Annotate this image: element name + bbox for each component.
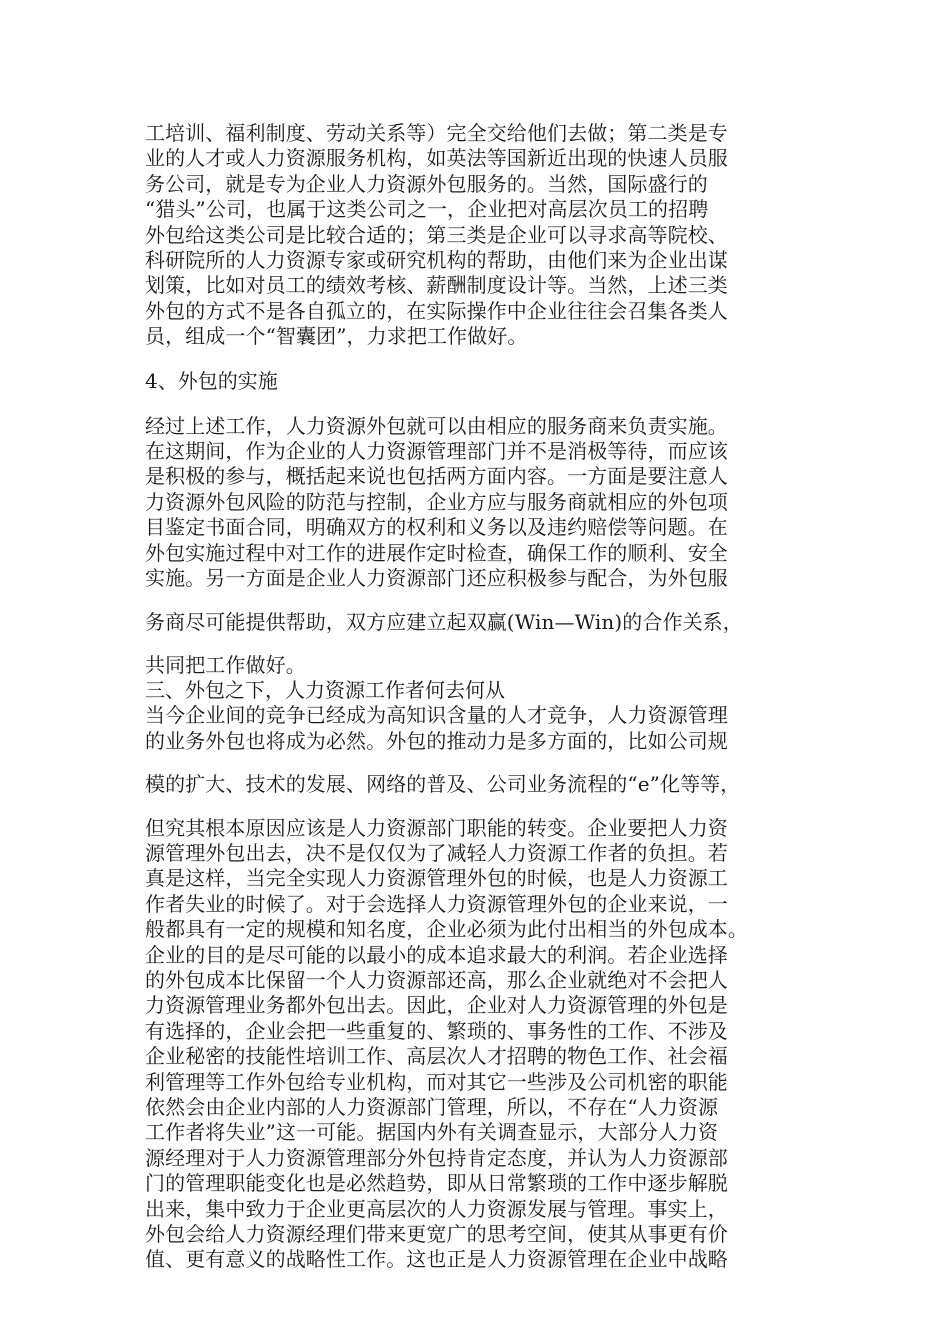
text-line: 的业务外包也将成为必然。外包的推动力是多方面的，比如公司规 [145,728,728,753]
text-line: 模的扩大、技术的发展、网络的普及、公司业务流程的“e”化等等， [145,772,741,797]
text-line: 外包会给人力资源经理们带来更宽广的思考空间，使其从事更有价 [145,1222,728,1247]
paragraph-outsourcing-types [145,121,805,350]
text-line: 力资源外包风险的防范与控制，企业方应与服务商就相应的外包项 [145,489,728,514]
text-line: 但究其根本原因应该是人力资源部门职能的转变。企业要把人力资 [145,815,728,840]
text-line: 外包给这类公司是比较合适的；第三类是企业可以寻求高等院校、 [145,222,728,247]
text-line: 务商尽可能提供帮助，双方应建立起双赢(Win—Win)的合作关系， [145,609,743,634]
text-line: 经过上述工作，人力资源外包就可以由相应的服务商来负责实施。 [145,413,728,438]
text-line: 员，组成一个“智囊团”，力求把工作做好。 [145,324,528,349]
text-line: 划策，比如对员工的绩效考核、薪酬制度设计等。当然，上述三类 [145,273,728,298]
text-line: 工作者将失业”这一可能。据国内外有关调查显示，大部分人力资 [145,1120,719,1145]
text-line: 是积极的参与，概括起来说也包括两方面内容。一方面是要注意人 [145,464,728,489]
text-line: 出来，集中致力于企业更高层次的人力资源发展与管理。事实上， [145,1196,728,1221]
text-line: 的外包成本比保留一个人力资源部还高，那么企业就绝对不会把人 [145,967,728,992]
text-line: 企业秘密的技能性培训工作、高层次人才招聘的物色工作、社会福 [145,1044,728,1069]
text-line: 依然会由企业内部的人力资源部门管理，所以，不存在“人力资源 [145,1095,719,1119]
text-line: 目鉴定书面合同，明确双方的权利和义务以及违约赔偿等问题。在 [145,515,728,540]
text-line: 有选择的，企业会把一些重复的、繁琐的、事务性的工作、不涉及 [145,1018,728,1043]
section-heading-3: 三、外包之下，人力资源工作者何去何从 [145,678,505,703]
text-line: 业的人才或人力资源服务机构，如英法等国新近出现的快速人员服 [145,146,728,171]
document-page [145,121,805,1273]
text-line: 般都具有一定的规模和知名度，企业必须为此付出相当的外包成本。 [145,917,748,942]
text-line: 企业的目的是尽可能的以最小的成本追求最大的利润。若企业选择 [145,942,728,967]
text-line: 源经理对于人力资源管理部分外包持肯定态度，并认为人力资源部 [145,1145,728,1170]
text-line: “猎头”公司，也属于这类公司之一，企业把对高层次员工的招聘 [145,197,709,222]
text-line: 门的管理职能变化也是必然趋势，即从日常繁琐的工作中逐步解脱 [145,1171,728,1196]
paragraph-implementation [145,414,805,679]
text-line: 共同把工作做好。 [145,652,306,677]
paragraph-hr-future [145,703,805,1273]
text-line: 真是这样，当完全实现人力资源管理外包的时候，也是人力资源工 [145,866,728,891]
text-line: 外包实施过程中对工作的进展作定时检查，确保工作的顺利、安全 [145,540,728,565]
text-line: 在这期间，作为企业的人力资源管理部门并不是消极等待，而应该 [145,439,728,464]
text-line: 源管理外包出去，决不是仅仅为了减轻人力资源工作者的负担。若 [145,840,728,865]
text-line: 当今企业间的竞争已经成为高知识含量的人才竞争，人力资源管理 [145,703,728,728]
text-line: 工培训、福利制度、劳动关系等）完全交给他们去做；第二类是专 [145,121,728,145]
text-line: 值、更有意义的战略性工作。这也正是人力资源管理在企业中战略 [145,1247,728,1272]
text-line: 利管理等工作外包给专业机构，而对其它一些涉及公司机密的职能 [145,1069,728,1094]
section-heading-4: 4、外包的实施 [145,368,278,393]
text-line: 务公司，就是专为企业人力资源外包服务的。当然，国际盛行的 [145,171,708,196]
text-line: 力资源管理业务都外包出去。因此，企业对人力资源管理的外包是 [145,993,728,1018]
text-line: 作者失业的时候了。对于会选择人力资源管理外包的企业来说，一 [145,891,728,916]
text-line: 科研院所的人力资源专家或研究机构的帮助，由他们来为企业出谋 [145,248,728,273]
text-line: 外包的方式不是各自孤立的，在实际操作中企业往往会召集各类人 [145,298,728,323]
text-line: 实施。另一方面是企业人力资源部门还应积极参与配合，为外包服 [145,566,728,591]
